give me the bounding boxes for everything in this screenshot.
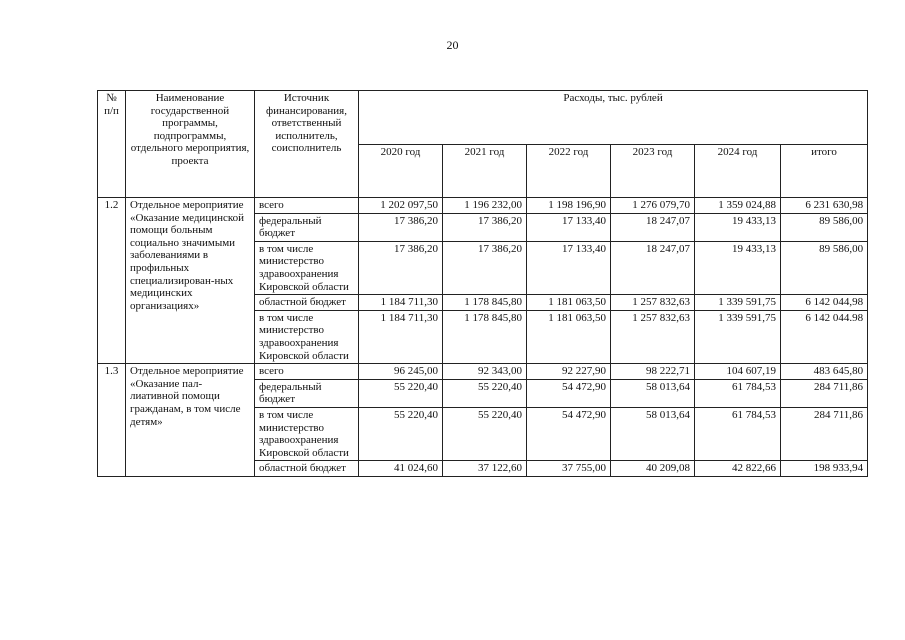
header-expenses: Расходы, тыс. рублей [359,91,868,145]
funding-source: в том числе министерство здравоохранения Кировской области [255,241,359,294]
year-value: 1 196 232,00 [443,198,527,214]
table-body [98,198,868,477]
year-value: 17 133,40 [527,241,611,294]
total-value: 6 142 044.98 [781,310,868,363]
row-number: 1.3 [98,364,126,477]
year-value: 17 386,20 [443,241,527,294]
table-row [98,198,868,214]
year-value: 42 822,66 [695,461,781,477]
year-value: 19 433,13 [695,213,781,241]
header-num: № п/п [98,91,126,198]
year-value: 55 220,40 [359,407,443,460]
year-value: 40 209,08 [611,461,695,477]
page-number: 20 [446,38,459,52]
year-value: 1 257 832,63 [611,295,695,311]
year-value: 17 386,20 [359,213,443,241]
year-value: 54 472,90 [527,379,611,407]
funding-source: всего [255,364,359,380]
total-value: 89 586,00 [781,241,868,294]
year-value: 1 359 024,88 [695,198,781,214]
year-value: 17 133,40 [527,213,611,241]
header-source: Источник финансирования, ответственный исполнитель, соисполнитель [255,91,359,198]
year-value: 58 013,64 [611,407,695,460]
year-value: 58 013,64 [611,379,695,407]
measure-name: Отдельное мероприятие «Оказание медицинской помощи больным социально значимыми заболеваниями в профильных специализирован-ных медицинских организациях» [126,198,255,364]
year-value: 41 024,60 [359,461,443,477]
year-value: 96 245,00 [359,364,443,380]
year-value: 1 181 063,50 [527,310,611,363]
year-value: 1 181 063,50 [527,295,611,311]
header-name: Наименование государственной программы, подпрограммы, отдельного мероприятия, проекта [126,91,255,198]
year-value: 1 198 196,90 [527,198,611,214]
year-value: 1 184 711,30 [359,310,443,363]
total-value: 198 933,94 [781,461,868,477]
funding-source: в том числе министерство здравоохранения Кировской области [255,407,359,460]
funding-source: областной бюджет [255,461,359,477]
year-value: 98 222,71 [611,364,695,380]
funding-source: областной бюджет [255,295,359,311]
year-value: 1 339 591,75 [695,295,781,311]
total-value: 284 711,86 [781,407,868,460]
total-value: 6 231 630,98 [781,198,868,214]
measure-name: Отдельное мероприятие «Оказание пал-лиативной помощи гражданам, в том числе детям» [126,364,255,477]
header-row-1 [98,91,868,145]
year-value: 1 339 591,75 [695,310,781,363]
total-value: 483 645,80 [781,364,868,380]
year-value: 17 386,20 [443,213,527,241]
year-value: 1 257 832,63 [611,310,695,363]
year-value: 55 220,40 [443,379,527,407]
expenses-table [97,90,868,477]
header-year: 2020 год [359,144,443,198]
header-year: 2022 год [527,144,611,198]
table-row [98,364,868,380]
row-number: 1.2 [98,198,126,364]
year-value: 1 202 097,50 [359,198,443,214]
year-value: 1 184 711,30 [359,295,443,311]
year-value: 92 343,00 [443,364,527,380]
year-value: 92 227,90 [527,364,611,380]
year-value: 55 220,40 [443,407,527,460]
funding-source: в том числе министерство здравоохранения Кировской области [255,310,359,363]
header-year: 2023 год [611,144,695,198]
funding-source: федеральный бюджет [255,379,359,407]
year-value: 37 122,60 [443,461,527,477]
year-value: 54 472,90 [527,407,611,460]
year-value: 17 386,20 [359,241,443,294]
year-value: 1 178 845,80 [443,295,527,311]
total-value: 6 142 044,98 [781,295,868,311]
year-value: 18 247,07 [611,213,695,241]
funding-source: федеральный бюджет [255,213,359,241]
header-year: 2021 год [443,144,527,198]
year-value: 61 784,53 [695,407,781,460]
header-year: 2024 год [695,144,781,198]
header-total: итого [781,144,868,198]
year-value: 18 247,07 [611,241,695,294]
year-value: 37 755,00 [527,461,611,477]
year-value: 55 220,40 [359,379,443,407]
year-value: 1 276 079,70 [611,198,695,214]
year-value: 61 784,53 [695,379,781,407]
year-value: 1 178 845,80 [443,310,527,363]
total-value: 89 586,00 [781,213,868,241]
year-value: 104 607,19 [695,364,781,380]
year-value: 19 433,13 [695,241,781,294]
total-value: 284 711,86 [781,379,868,407]
funding-source: всего [255,198,359,214]
